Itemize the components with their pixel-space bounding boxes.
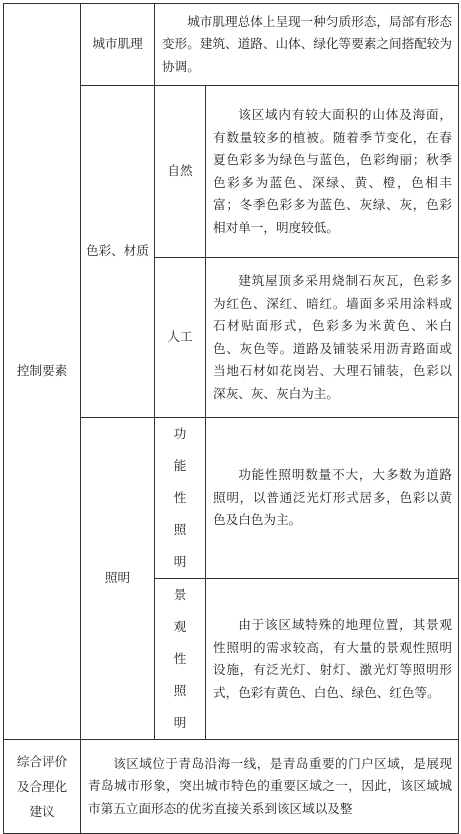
urban-texture-text: 城市肌理总体上呈现一种匀质形态，局部有形态变形。建筑、道路、山体、绿化等要素之间搭配较为协调。 <box>155 4 459 86</box>
landscape-lighting-label: 景观性照明 <box>155 579 206 740</box>
artificial-text: 建筑屋顶多采用烧制石灰瓦，色彩多为红色、深红、暗红。墙面多采用涂料或石材贴面形式，色彩多为米黄色、米白色、灰色等。道路及铺装采用沥青路面或当地石材如花岗岩、大理石铺装，色彩以深灰、灰、灰白为主。 <box>206 258 459 418</box>
lighting-label: 照明 <box>81 418 155 740</box>
artificial-label: 人工 <box>155 258 206 418</box>
functional-lighting-label: 功能性照明 <box>155 418 206 579</box>
summary-text: 该区域位于青岛沿海一线，是青岛重要的门户区域，是展现青岛城市形象，突出城市特色的重要区域之一，因此，该区域城市第五立面形态的优劣直接关系到该区域以及整 <box>81 740 459 834</box>
urban-texture-label: 城市肌理 <box>81 4 155 86</box>
functional-lighting-text: 功能性照明数量不大，大多数为道路照明，以普通泛光灯形式居多，色彩以黄色及白色为主。 <box>206 418 459 579</box>
summary-label: 综合评价及合理化建议 <box>4 740 81 834</box>
natural-label: 自然 <box>155 86 206 258</box>
control-elements-label: 控制要素 <box>4 4 81 740</box>
natural-text: 该区域内有较大面积的山体及海面，有数量较多的植被。随着季节变化，在春夏色彩多为绿色与蓝色，色彩绚丽；秋季色彩多为蓝色、深绿、黄、橙，色相丰富；冬季色彩多为蓝色、灰绿、灰，色彩相对单一，明度较低。 <box>206 86 459 258</box>
control-elements-table <box>3 3 459 834</box>
landscape-lighting-text: 由于该区域特殊的地理位置，其景观性照明的需求较高，有大量的景观性照明设施，有泛光灯、射灯、激光灯等照明形式，色彩有黄色、白色、绿色、红色等。 <box>206 579 459 740</box>
color-material-label: 色彩、材质 <box>81 86 155 418</box>
